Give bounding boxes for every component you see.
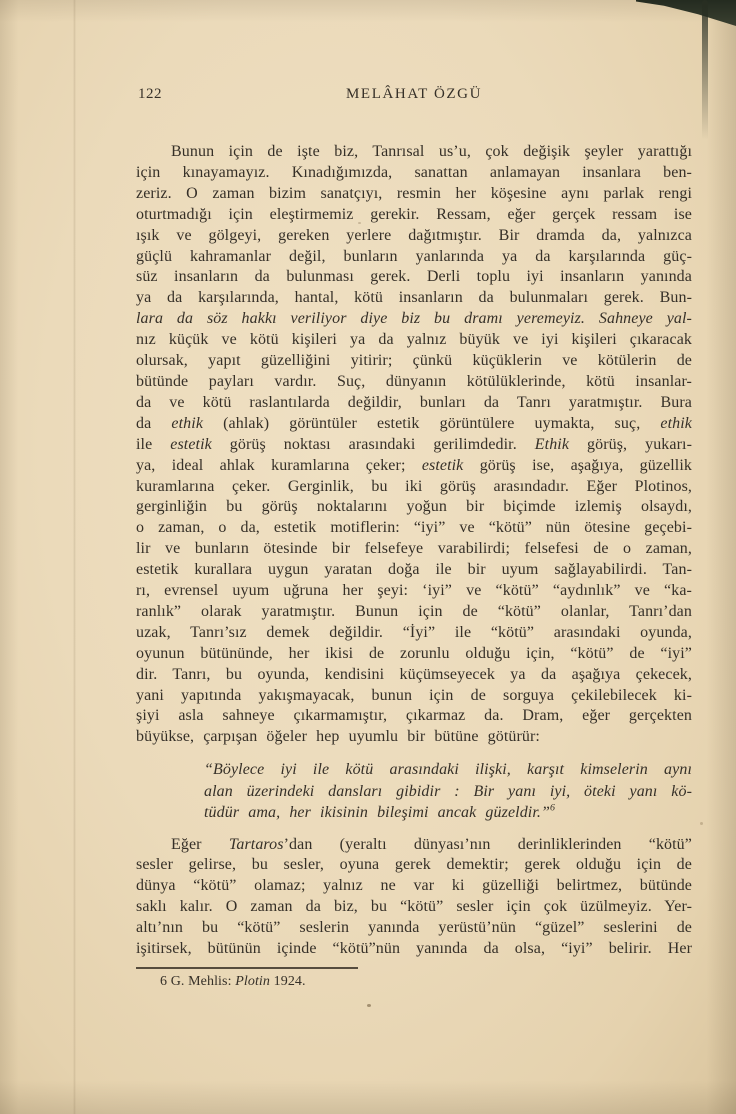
text-line bbox=[136, 497, 692, 518]
text-line bbox=[136, 163, 692, 184]
text-segment: 6 G. Mehlis: bbox=[160, 973, 236, 989]
text-line bbox=[160, 973, 692, 991]
paragraph-2 bbox=[136, 835, 692, 960]
text-line bbox=[136, 835, 692, 856]
text-segment: ethik bbox=[171, 414, 204, 432]
text-line bbox=[136, 477, 692, 498]
text-line bbox=[204, 802, 692, 823]
text-segment: Tartaros bbox=[228, 835, 284, 853]
text-segment: görüş ise, aşağıya, güzellik bbox=[463, 456, 693, 474]
text-segment: lir ve bunların ötesinde bir felsefeye varabilirdi; felsefesi de o zaman, bbox=[136, 540, 692, 558]
text-segment: estetik bbox=[170, 435, 212, 453]
text-segment: alan üzerindeki dansları gibidir : Bir yanı iyi, öteki yanı kö- bbox=[204, 782, 692, 800]
text-segment: süz insanların da bulunması gerek. Derli toplu iyi insanların yanında bbox=[136, 268, 692, 286]
text-segment: dünya “kötü” olamaz; yalnız ne var ki güzelliği belirtmez, bütünde bbox=[136, 877, 692, 895]
text-segment: dir. Tanrı, bu oyunda, kendisini küçümseyecek ya da aşağıya çekecek, bbox=[136, 665, 692, 683]
text-segment: yani yapıtında yakışmayacak, bunun için de sorguya çekilebilecek ki- bbox=[136, 686, 692, 704]
text-line bbox=[136, 644, 692, 665]
text-line bbox=[136, 706, 692, 727]
text-segment: ’dan (yeraltı dünyası’nın derinliklerinden “kötü” bbox=[283, 835, 692, 853]
text-segment: estetik bbox=[421, 456, 464, 474]
text-segment: ya da karşılarında, hantal, kötü insanların da bulunmaları gerek. Bun- bbox=[136, 289, 692, 307]
text-segment: altı’nın bu “kötü” seslerin yanında yerüstü’nün “güzel” seslerini de bbox=[136, 919, 692, 937]
text-line bbox=[136, 897, 692, 918]
text-segment: “Böylece iyi ile kötü arasındaki ilişki, karşıt kimselerin aynı bbox=[204, 761, 692, 779]
text-segment: şiyi asla sahneye çıkarmamıştır, çıkarmaz da. Dram, eğer gerçekten bbox=[136, 707, 692, 725]
text-segment: ethik bbox=[660, 414, 692, 432]
text-line bbox=[136, 456, 692, 477]
text-segment: işitirsek, bütünün içinde “kötü”nün yanında da olsa, “iyi” belirir. Her bbox=[136, 940, 692, 958]
footnote-rule bbox=[136, 967, 358, 969]
text-segment: Eğer bbox=[171, 835, 229, 853]
text-segment: güçlü kahramanlar değil, bunların yanlarında ya da karşılarında güç- bbox=[136, 247, 692, 265]
text-segment: bütünde payları vardır. Suç, dünyanın kötülüklerinde, kötü insanlar- bbox=[136, 372, 692, 390]
text-segment: için kınayamayız. Kınadığımızda, sanattan anlamayan insanlara ben- bbox=[136, 163, 692, 181]
text-line bbox=[136, 939, 692, 960]
page-crease-shadow bbox=[73, 0, 76, 1114]
text-line bbox=[136, 226, 692, 247]
text-line bbox=[136, 393, 692, 414]
text-segment: uzak, Tanrı’sız demek değildir. “İyi” ile “kötü” arasındaki oyunda, bbox=[136, 623, 692, 641]
text-line bbox=[204, 759, 692, 780]
text-line bbox=[136, 602, 692, 623]
text-line bbox=[136, 435, 692, 456]
text-segment: rı, evrensel uyum uğruna her şeyi: ‘iyi” ve “kötü” “aydınlık” ve “ka- bbox=[136, 582, 692, 600]
block-quote bbox=[204, 759, 692, 823]
text-line bbox=[136, 623, 692, 644]
text-line bbox=[136, 309, 692, 330]
paragraph-1 bbox=[136, 142, 692, 748]
text-segment: büyükse, çarpışan öğeler hep uyumlu bir bütüne götürür: bbox=[136, 728, 540, 746]
text-line bbox=[136, 918, 692, 939]
text-segment: (ahlak) görüntüler estetik görüntülere uymakta, suç, bbox=[203, 414, 661, 432]
text-segment: ile bbox=[136, 435, 171, 453]
text-segment: saklı kalır. O zaman da biz, bu “kötü” sesler için çok üzülmeyiz. Yer- bbox=[136, 898, 692, 916]
text-segment: nız küçük ve kötü kişileri ya da yalnız büyük ve iyi kişileri çıkaracak bbox=[136, 331, 692, 349]
text-segment: ışık ve gölgeyi, gereken yerlere dağıtmıştır. Bir dramda da, yalnızca bbox=[136, 226, 692, 244]
text-line bbox=[136, 372, 692, 393]
footnote-reference: 6 bbox=[550, 802, 556, 814]
text-line bbox=[136, 560, 692, 581]
text-segment: Bunun için de işte biz, Tanrısal us’u, çok değişik şeyler yarattığı bbox=[171, 143, 692, 160]
text-line bbox=[136, 855, 692, 876]
text-line bbox=[136, 330, 692, 351]
text-line bbox=[136, 665, 692, 686]
text-segment: zeriz. O zaman bizim sanatçıyı, resmin her köşesine aynı parlak rengi bbox=[136, 184, 692, 202]
text-line bbox=[136, 142, 692, 163]
text-line bbox=[136, 184, 692, 205]
text-line bbox=[204, 781, 692, 802]
text-segment: sesler gelirse, bu sesler, oyuna gerek demektir; gerek olduğu için de bbox=[136, 856, 692, 874]
text-segment: o zaman, o da, estetik motiflerin: “iyi” ve “kötü” nün ötesine geçebi- bbox=[136, 519, 692, 537]
text-segment: ya, ideal ahlak kuramlarına çeker; bbox=[136, 456, 422, 474]
running-title: MELÂHAT ÖZGÜ bbox=[346, 86, 482, 102]
book-edge-dark-corner bbox=[636, 0, 736, 26]
text-line bbox=[136, 581, 692, 602]
text-segment: olursak, yapıt güzelliğini yitirir; çünkü küçüklerin ve kötülerin de bbox=[136, 352, 692, 370]
text-segment: kuramlarına çeker. Gerginlik, bu iki görüş arasındadır. Eğer Plotinos, bbox=[136, 477, 692, 495]
text-line bbox=[136, 686, 692, 707]
page-header bbox=[136, 86, 692, 106]
text-line bbox=[136, 727, 692, 748]
text-line bbox=[136, 414, 692, 435]
text-segment: tüdür ama, her ikisinin bileşimi ancak güzeldir.” bbox=[204, 804, 551, 822]
text-line bbox=[136, 267, 692, 288]
text-segment: gerginliğin bu görüş noktalarını yoğun bir biçimde izlemiş olsaydı, bbox=[136, 498, 692, 516]
text-segment: görüş, yukarı- bbox=[569, 435, 692, 453]
text-line bbox=[136, 876, 692, 897]
text-line bbox=[136, 247, 692, 268]
text-segment: lara da söz hakkı veriliyor diye biz bu dramı yeremeyiz. Sahneye yal- bbox=[136, 310, 692, 328]
text-segment: ranlık” olarak yaratmıştır. Bunun için de “kötü” olanlar, Tanrı’dan bbox=[136, 602, 692, 620]
text-block bbox=[136, 142, 692, 991]
text-segment: Ethik bbox=[534, 435, 570, 453]
paper-speck bbox=[700, 822, 703, 825]
paper-speck bbox=[367, 1004, 371, 1007]
page-number: 122 bbox=[138, 86, 162, 102]
text-segment: da ve kötü raslantılarda değildir, bunları da Tanrı yaratmıştır. Bura bbox=[136, 393, 692, 411]
text-line bbox=[136, 288, 692, 309]
text-segment: da bbox=[136, 414, 172, 432]
footnote bbox=[136, 973, 692, 991]
text-segment: oyunun bütününde, her ikisi de zorunlu olduğu için, “kötü” de “iyi” bbox=[136, 644, 692, 662]
text-segment: estetik kurallara uygun yaratan doğa ile bir uyum sağlayabilirdi. Tan- bbox=[136, 561, 692, 579]
text-line bbox=[136, 205, 692, 226]
text-segment: Plotin bbox=[235, 973, 271, 989]
text-line bbox=[136, 351, 692, 372]
text-segment: görüş noktası arasındaki gerilimdedir. bbox=[211, 435, 535, 453]
text-segment: 1924. bbox=[270, 973, 306, 989]
page-edge-shadow bbox=[702, 0, 708, 140]
text-line bbox=[136, 518, 692, 539]
text-segment: oturtmadığı için eleştirmemiz gerekir. Ressam, eğer gerçek ressam ise bbox=[136, 205, 692, 223]
text-line bbox=[136, 539, 692, 560]
